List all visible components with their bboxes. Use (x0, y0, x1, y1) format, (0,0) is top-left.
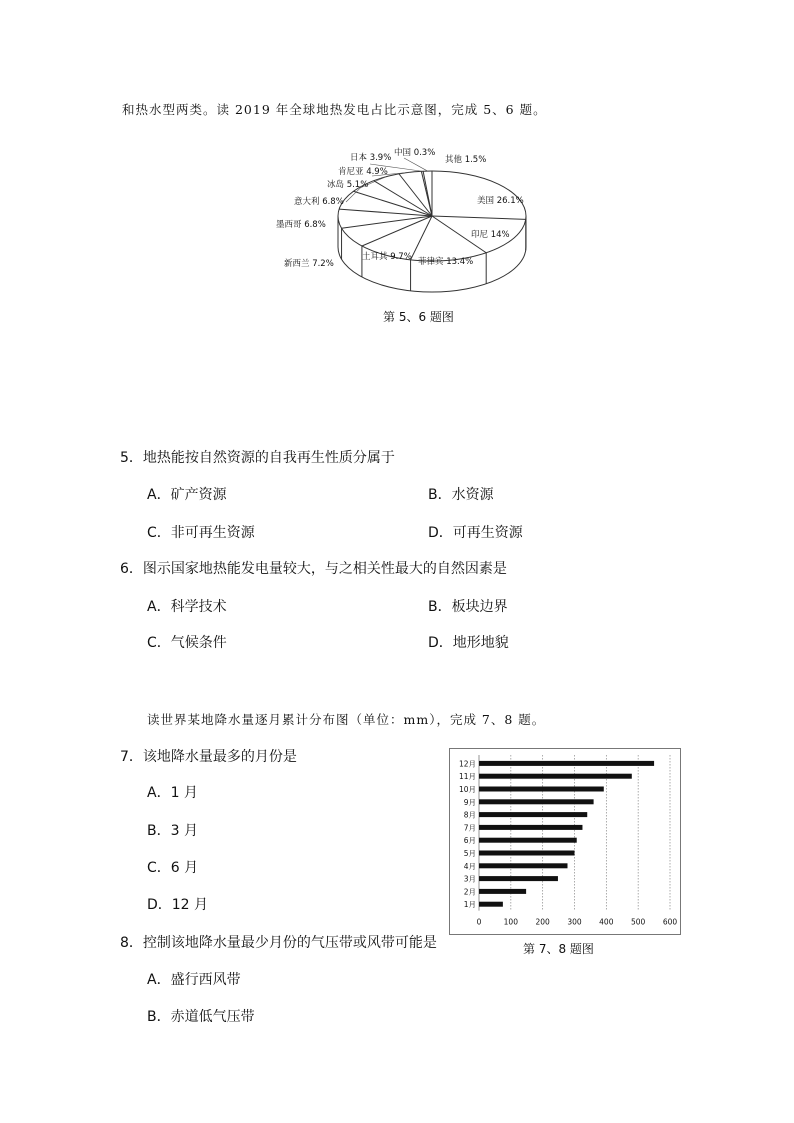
pie-caption: 第 5、6 题图 (383, 310, 454, 324)
bar (479, 902, 503, 907)
question-5-stem: 5．地热能按自然资源的自我再生性质分属于 (120, 450, 395, 466)
category-label: 10月 (458, 785, 476, 794)
bar (479, 889, 526, 894)
q7-option-d[interactable]: D．12 月 (147, 897, 209, 913)
question-7-stem: 7．该地降水量最多的月份是 (120, 749, 297, 765)
pie-label-usa: 美国 26.1% (477, 196, 524, 206)
intro-text-5-6: 和热水型两类。读 2019 年全球地热发电占比示意图，完成 5、6 题。 (122, 102, 547, 117)
bar (479, 876, 558, 881)
pie-label-turkey: 土耳其 9.7% (362, 252, 412, 262)
bar (479, 825, 582, 830)
category-label: 3月 (463, 874, 476, 884)
bar (479, 863, 567, 868)
q6-option-d[interactable]: D．地形地貌 (428, 635, 509, 651)
pie-label-newzealand: 新西兰 7.2% (284, 259, 334, 269)
pie-label-japan: 日本 3.9% (350, 153, 392, 163)
pie-label-italy: 意大利 6.8% (294, 197, 344, 207)
category-label: 9月 (463, 797, 476, 807)
bar (479, 799, 594, 804)
bar (479, 812, 587, 817)
q8-option-b[interactable]: B．赤道低气压带 (147, 1009, 255, 1025)
q5-option-b[interactable]: B．水资源 (428, 487, 494, 503)
geothermal-pie-chart (260, 138, 560, 308)
bar (479, 851, 575, 856)
q7-option-a[interactable]: A．1 月 (147, 785, 198, 801)
q6-option-c[interactable]: C．气候条件 (147, 635, 227, 651)
q7-option-b[interactable]: B．3 月 (147, 823, 198, 839)
bar (479, 774, 632, 779)
q8-option-a[interactable]: A．盛行西风带 (147, 972, 241, 988)
pie-label-iceland: 冰岛 5.1% (327, 180, 369, 190)
category-label: 11月 (458, 772, 476, 782)
category-label: 8月 (463, 810, 476, 820)
question-6-stem: 6．图示国家地热能发电量较大，与之相关性最大的自然因素是 (120, 561, 507, 577)
category-label: 1月 (463, 900, 476, 910)
x-tick-label: 0 (476, 917, 482, 927)
bar-chart-caption: 第 7、8 题图 (523, 942, 594, 956)
bar (479, 787, 604, 792)
q6-option-a[interactable]: A．科学技术 (147, 599, 227, 615)
q5-option-d[interactable]: D．可再生资源 (428, 525, 523, 541)
intro-text-7-8: 读世界某地降水量逐月累计分布图（单位：mm），完成 7、8 题。 (147, 712, 546, 727)
x-tick-label: 200 (535, 917, 550, 927)
category-label: 7月 (463, 823, 476, 833)
category-label: 5月 (463, 849, 476, 858)
q5-option-a[interactable]: A．矿产资源 (147, 487, 227, 503)
category-label: 2月 (463, 887, 476, 897)
bar (479, 761, 654, 766)
q5-option-c[interactable]: C．非可再生资源 (147, 525, 255, 541)
monthly-precipitation-bar-chart (449, 748, 681, 935)
pie-label-china: 中国 0.3% (394, 148, 436, 158)
category-label: 4月 (463, 861, 476, 871)
question-8-stem: 8．控制该地降水量最少月份的气压带或风带可能是 (120, 935, 437, 951)
pie-label-philippines: 菲律宾 13.4% (418, 257, 474, 267)
q7-option-c[interactable]: C．6 月 (147, 860, 199, 876)
category-label: 12月 (458, 759, 476, 769)
x-tick-label: 400 (599, 917, 614, 927)
pie-label-indonesia: 印尼 14% (471, 230, 510, 240)
q6-option-b[interactable]: B．板块边界 (428, 599, 508, 615)
x-tick-label: 100 (503, 917, 518, 927)
x-tick-label: 500 (631, 917, 646, 927)
pie-label-mexico: 墨西哥 6.8% (276, 220, 326, 230)
pie-label-kenya: 肯尼亚 4.9% (338, 167, 388, 177)
bar (479, 838, 577, 843)
category-label: 6月 (463, 836, 476, 846)
x-tick-label: 300 (567, 917, 582, 927)
pie-label-other: 其他 1.5% (445, 155, 487, 165)
x-tick-label: 600 (662, 917, 678, 927)
